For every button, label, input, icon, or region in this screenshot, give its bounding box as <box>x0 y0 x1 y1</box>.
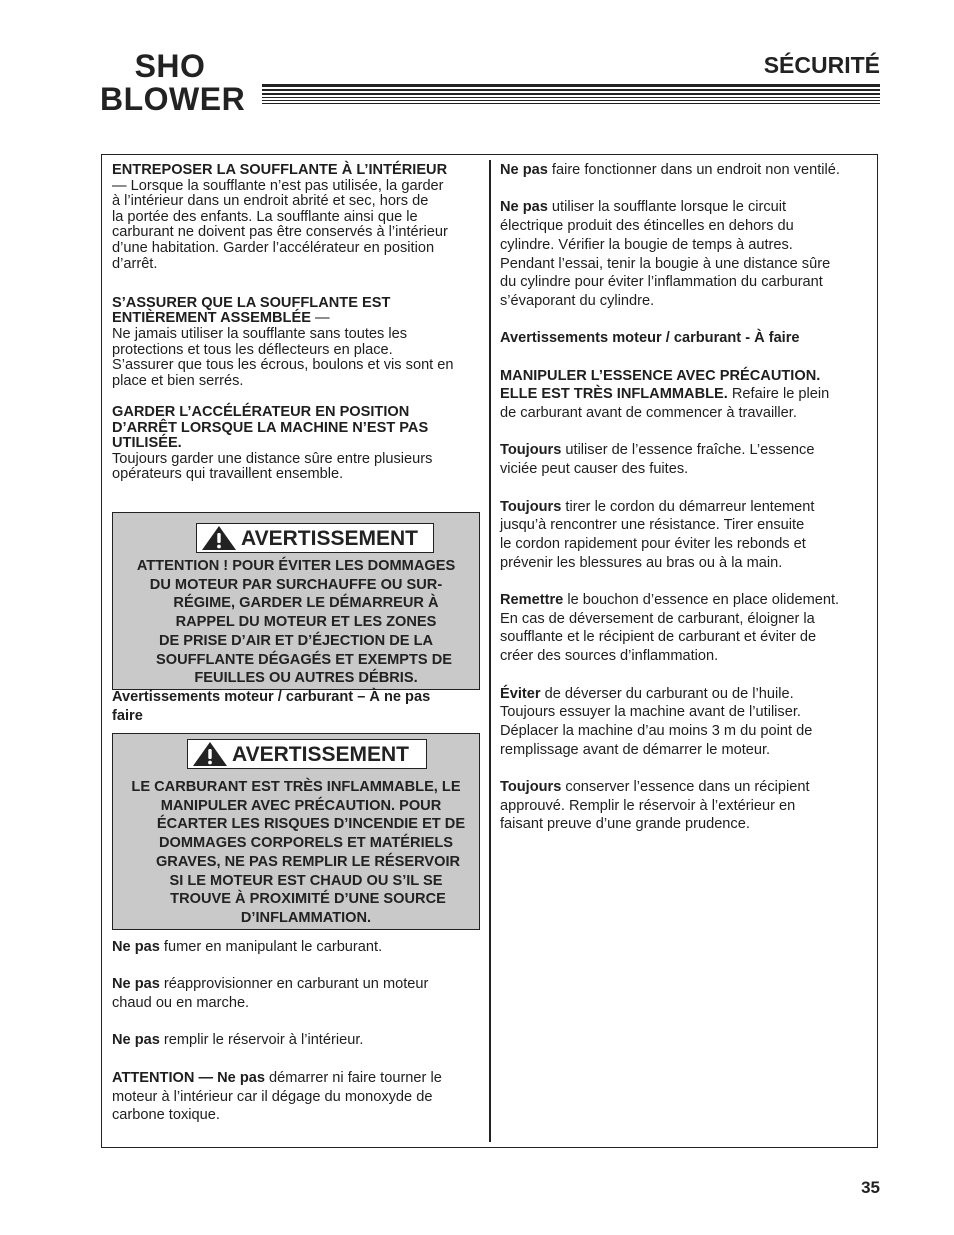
warning-text <box>117 778 475 928</box>
warning-label <box>187 739 427 769</box>
throttle-heading-line: D’ARRÊT LORSQUE LA MACHINE N’EST PAS <box>112 419 429 436</box>
rule-line: créer des sources d’inflammation. <box>500 648 719 665</box>
left-column-top <box>112 163 480 483</box>
warning-line: GRAVES, NE PAS REMPLIR LE RÉSERVOIR <box>155 853 461 870</box>
throttle-heading-line: UTILISÉE. <box>112 435 182 452</box>
rule-line: viciée peut causer des fuites. <box>500 461 689 478</box>
warning-triangle-icon <box>192 741 228 767</box>
rule-line: approuvé. Remplir le réservoir à l’extérieur en <box>500 797 796 814</box>
warning-label-text: AVERTISSEMENT <box>241 526 418 550</box>
storage-line: la portée des enfants. La soufflante ainsi que le <box>112 208 418 225</box>
warning-line: DOMMAGES CORPORELS ET MATÉRIELS <box>158 835 454 852</box>
storage-line: carburant ne doivent pas être conservés à l’intérieur <box>112 224 448 241</box>
rule-line: du cylindre pour éviter l’inflammation du carburant <box>500 274 823 291</box>
warning-line: D’INFLAMMATION. <box>240 909 372 926</box>
assembly-line: Ne jamais utiliser la soufflante sans toutes les <box>112 325 407 342</box>
throttle-line: opérateurs qui travaillent ensemble. <box>112 466 344 483</box>
rule-line: s’évaporant du cylindre. <box>500 292 655 309</box>
rule-line: électrique produit des étincelles en dehors du <box>500 218 794 235</box>
fuel-caution-heading: MANIPULER L’ESSENCE AVEC PRÉCAUTION. <box>500 367 821 384</box>
warning-line: DE PRISE D’AIR ET D’ÉJECTION DE LA <box>158 632 434 649</box>
right-column <box>500 161 872 834</box>
warning-line: MANIPULER AVEC PRÉCAUTION. POUR <box>160 797 442 814</box>
rule-line: jusqu’à rencontrer une résistance. Tirer ensuite <box>500 517 805 534</box>
rule-line: cylindre. Vérifier la bougie de temps à autres. <box>500 236 793 253</box>
dont-heading-line1: Avertissements moteur / carburant – À ne pas <box>112 689 431 705</box>
rule-paragraph: Éviter de déverser du carburant ou de l’huile. <box>500 685 794 702</box>
left-column-bottom <box>112 938 480 1125</box>
dont-item: ATTENTION — Ne pas démarrer ni faire tourner le <box>112 1069 442 1086</box>
warning-triangle-icon <box>201 525 237 551</box>
warning-line: ÉCARTER LES RISQUES D’INCENDIE ET DE <box>156 816 466 833</box>
header-rules <box>262 84 880 104</box>
rule-line: En cas de déversement de carburant, éloigner la <box>500 610 815 627</box>
dont-item: Ne pas réapprovisionner en carburant un moteur <box>112 976 429 993</box>
warning-text <box>117 557 475 688</box>
assembly-line: protections et tous les déflecteurs en place. <box>112 341 393 358</box>
dont-item: Ne pas remplir le réservoir à l’intérieur. <box>112 1032 364 1049</box>
storage-line: d’arrêt. <box>112 255 158 272</box>
dont-item-cont: chaud ou en marche. <box>112 995 250 1012</box>
assembly-line: place et bien serrés. <box>112 372 244 389</box>
warning-line: SI LE MOTEUR EST CHAUD OU S’IL SE <box>169 872 443 889</box>
rule-paragraph: ELLE EST TRÈS INFLAMMABLE. Refaire le plein <box>500 386 830 403</box>
warning-line: RAPPEL DU MOTEUR ET LES ZONES <box>175 614 437 631</box>
warning-line: ATTENTION ! POUR ÉVITER LES DOMMAGES <box>136 558 456 574</box>
warning-line: TROUVE À PROXIMITÉ D’UNE SOURCE <box>170 891 446 908</box>
do-section-heading: Avertissements moteur / carburant - À faire <box>500 330 800 347</box>
warning-line: SOUFFLANTE DÉGAGÉS ET EXEMPTS DE <box>156 651 452 668</box>
column-divider <box>489 160 491 1142</box>
warning-line: RÉGIME, GARDER LE DÉMARREUR À <box>173 595 439 612</box>
assembly-heading-line1: S’ASSURER QUE LA SOUFFLANTE EST <box>112 294 391 311</box>
rule-paragraph: Remettre le bouchon d’essence en place olidement. <box>500 592 840 609</box>
product-title-line1: SHO <box>134 48 206 84</box>
assembly-heading-dash: — <box>310 310 330 327</box>
rule-paragraph: Toujours utiliser de l’essence fraîche. L’essence <box>500 442 815 459</box>
assembly-line: S’assurer que tous les écrous, boulons et vis sont en <box>112 357 454 374</box>
warning-box-fuel <box>112 733 480 930</box>
warning-box-overheat <box>112 512 480 690</box>
dont-section-heading <box>112 688 480 725</box>
rule-line: soufflante et le récipient de carburant et éviter de <box>500 629 817 646</box>
warning-label-text: AVERTISSEMENT <box>232 742 409 766</box>
warning-line: LE CARBURANT EST TRÈS INFLAMMABLE, LE <box>131 779 461 795</box>
throttle-line: Toujours garder une distance sûre entre plusieurs <box>112 450 433 467</box>
dont-heading-line2: faire <box>112 707 143 724</box>
dont-item-cont: carbone toxique. <box>112 1107 220 1124</box>
product-title <box>100 48 246 117</box>
rule-line: prévenir les blessures au bras ou à la main. <box>500 554 783 571</box>
section-title: SÉCURITÉ <box>763 52 880 78</box>
rule-line: Déplacer la machine d’au moins 3 m du point de <box>500 722 813 739</box>
rule-paragraph: Ne pas utiliser la soufflante lorsque le circuit <box>500 199 787 216</box>
rule-paragraph: Ne pas faire fonctionner dans un endroit non ventilé. <box>500 162 840 178</box>
storage-line: à l’intérieur dans un endroit abrité et sec, hors de <box>112 193 429 210</box>
product-title-line2: BLOWER <box>100 81 246 117</box>
rule-line: le cordon rapidement pour éviter les rebonds et <box>500 535 806 552</box>
rule-line: Pendant l’essai, tenir la bougie à une distance sûre <box>500 255 831 272</box>
storage-line: — Lorsque la soufflante n’est pas utilisée, la garder <box>112 177 444 194</box>
rule-paragraph: Toujours conserver l’essence dans un récipient <box>500 779 810 796</box>
rule-line: Toujours essuyer la machine avant de l’utiliser. <box>500 704 801 721</box>
storage-line: d’une habitation. Garder l’accélérateur en position <box>112 239 435 256</box>
throttle-heading-line: GARDER L’ACCÉLÉRATEUR EN POSITION <box>112 403 410 420</box>
warning-line: DU MOTEUR PAR SURCHAUFFE OU SUR- <box>149 576 443 593</box>
rule-line: faisant preuve d’une grande prudence. <box>500 816 750 833</box>
dont-item: Ne pas fumer en manipulant le carburant. <box>112 939 383 955</box>
page-number: 35 <box>861 1178 880 1197</box>
warning-label <box>196 523 434 553</box>
storage-heading: ENTREPOSER LA SOUFFLANTE À L’INTÉRIEUR <box>112 162 448 178</box>
assembly-heading-line2: ENTIÈREMENT ASSEMBLÉE <box>112 310 311 327</box>
rule-line: de carburant avant de commencer à travailler. <box>500 405 797 422</box>
rule-line: remplissage avant de démarrer le moteur. <box>500 741 771 758</box>
warning-line: FEUILLES OU AUTRES DÉBRIS. <box>194 670 418 687</box>
dont-item-cont: moteur à l’intérieur car il dégage du monoxyde de <box>112 1088 433 1105</box>
rule-paragraph: Toujours tirer le cordon du démarreur lentement <box>500 498 815 515</box>
